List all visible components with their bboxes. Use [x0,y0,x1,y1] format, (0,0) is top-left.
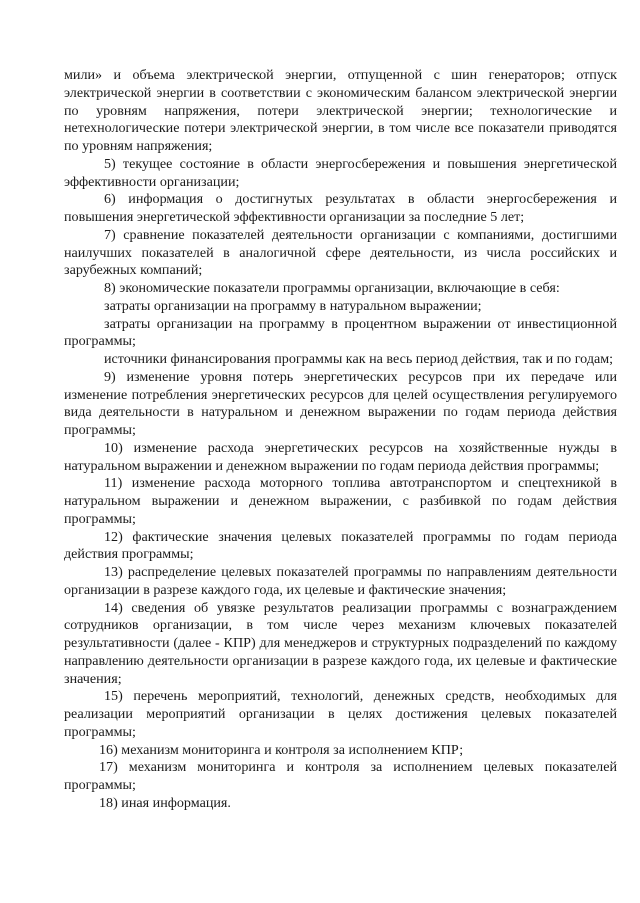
sub-item-percent-costs: затраты организации на программу в процентном выражении от инвестиционной программы; [64,315,617,350]
list-item-8: 8) экономические показатели программы организации, включающие в себя: [104,280,560,296]
sub-item-natural-costs: затраты организации на программу в натуральном выражении; [104,297,482,314]
list-item-15: 15) перечень мероприятий, технологий, денежных средств, необходимых для реализации мероприятий организации в целях достижения целевых показателей программы; [64,688,617,740]
list-item-7: 7) сравнение показателей деятельности организации с компаниями, достигшими наилучших показателей в аналогичной сфере деятельности, из числа российских и зарубежных компаний; [64,226,617,279]
list-item-14: 14) сведения об увязке результатов реализации программы с вознаграждением сотрудников организации, в том числе через механизм ключевых показателей результативности (далее - КПР) для менеджеров и структурных подразделений по каждому направлению деятельности организации в разрезе каждого года, их целевые и фактические значения; [64,599,617,687]
list-item-16: 16) механизм мониторинга и контроля за исполнением КПР; [99,741,464,758]
sub-item-financing-sources: источники финансирования программы как на весь период действия, так и по годам; [104,351,614,367]
document-page [64,67,617,813]
paragraph-continuation: мили» и объема электрической энергии, отпущенной с шин генераторов; отпуск электрической энергии в соответствии с экономическим балансом электрической энергии по уровням напряжения, потери электрической энергии; технологические и нетехнологические потери электрической энергии, в том числе все показатели приводятся по уровням напряжения; [64,67,617,154]
list-item-5: 5) текущее состояние в области энергосбережения и повышения энергетической эффективности организации; [64,155,617,190]
list-item-17: 17) механизм мониторинга и контроля за исполнением целевых показателей программы; [64,759,617,793]
list-item-13: 13) распределение целевых показателей программы по направлениям деятельности организации в разрезе каждого года, их целевые и фактические значения; [64,564,617,598]
list-item-6: 6) информация о достигнутых результатах в области энергосбережения и повышения энергетической эффективности организации за последние 5 лет; [64,191,617,225]
list-item-18: 18) иная информация. [99,794,231,811]
list-item-10: 10) изменение расхода энергетических ресурсов на хозяйственные нужды в натуральном выражении и денежном выражении по годам периода действия программы; [64,439,617,474]
list-item-11: 11) изменение расхода моторного топлива автотранспортом и спецтехникой в натуральном выражении и денежном выражении, с разбивкой по годам действия программы; [64,475,617,527]
list-item-12: 12) фактические значения целевых показателей программы по годам периода действия программы; [64,528,617,563]
list-item-9: 9) изменение уровня потерь энергетических ресурсов при их передаче или изменение потребления энергетических ресурсов для целей осуществления регулируемого вида деятельности в натуральном и денежном выражении по годам периода действия программы; [64,368,617,438]
